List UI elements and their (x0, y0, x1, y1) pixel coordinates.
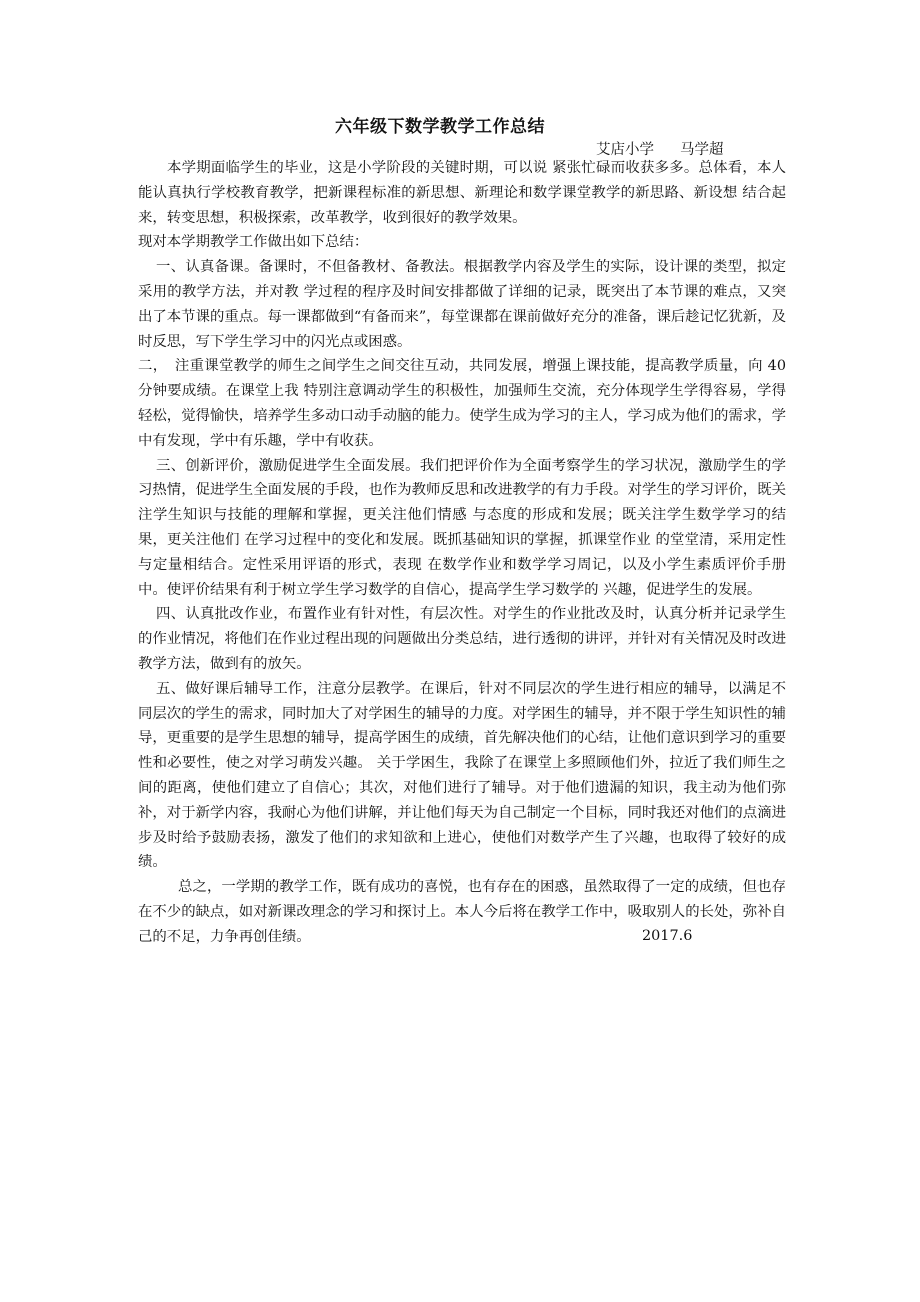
document-date: 2017.6 (642, 928, 693, 944)
intro-paragraph: 本学期面临学生的毕业，这是小学阶段的关键时期，可以说 紧张忙碌而收获多多。总体看，本人能认真执行学校教育教学，把新课程标准的新思想、新理论和数学课堂教学的新思路、新设想 结合起来，转变思想，积极探索，改革教学，收到很好的教学效果。 (138, 160, 786, 226)
section-4-paragraph: 四、认真批改作业，布置作业有针对性，有层次性。对学生的作业批改及时，认真分析并记录学生的作业情况，将他们在作业过程出现的问题做出分类总结，进行透彻的讲评，并针对有关情况及时改进教学方法，做到有的放矢。 (138, 606, 786, 672)
section-3-paragraph: 三、创新评价，激励促进学生全面发展。我们把评价作为全面考察学生的学习状况，激励学生的学习热情，促进学生全面发展的手段，也作为教师反思和改进教学的有力手段。对学生的学习评价，既关注学生知识与技能的理解和掌握，更关注他们情感 与态度的形成和发展；既关注学生数学学习的结果，更关注他们 在学习过程中的变化和发展。既抓基础知识的掌握，抓课堂作业 的堂堂清，采用定性与定量相结合。定性采用评语的形式，表现 在数学作业和数学学习周记，以及小学生素质评价手册中。使评价结果有利于树立学生学习数学的自信心，提高学生学习数学的 兴趣，促进学生的发展。 (138, 457, 786, 598)
conclusion-paragraph: 总之，一学期的教学工作，既有成功的喜悦，也有存在的困惑，虽然取得了一定的成绩，但也存在不少的缺点，如对新课改理念的学习和探讨上。本人今后将在教学工作中，吸取别人的长处，弥补自己的不足，力争再创佳绩。 (138, 879, 786, 945)
section-5-paragraph: 五、做好课后辅导工作，注意分层教学。在课后，针对不同层次的学生进行相应的辅导，以满足不同层次的学生的需求，同时加大了对学困生的辅导的力度。对学困生的辅导，并不限于学生知识性的辅导，更重要的是学生思想的辅导，提高学困生的成绩，首先解决他们的心结，让他们意识到学习的重要性和必要性，使之对学习萌发兴趣。 关于学困生，我除了在课堂上多照顾他们外，拉近了我们师生之间的距离，使他们建立了自信心；其次，对他们进行了辅导。对于他们遗漏的知识，我主动为他们弥补，对于新学内容，我耐心为他们讲解，并让他们每天为自己制定一个目标，同时我还对他们的点滴进步及时给予鼓励表扬，激发了他们的求知欲和上进心，使他们对数学产生了兴趣，也取得了较好的成绩。 (138, 680, 786, 871)
document-body (138, 156, 786, 950)
summary-lead-paragraph: 现对本学期教学工作做出如下总结： (138, 234, 369, 251)
author-school: 艾店小学 (596, 142, 654, 158)
section-1-paragraph: 一、认真备课。备课时，不但备教材、备教法。根据教学内容及学生的实际，设计课的类型，拟定采用的教学方法，并对教 学过程的程序及时间安排都做了详细的记录，既突出了本节课的难点，又突出了本节课的重点。每一课都做到“有备而来”，每堂课都在课前做好充分的准备，课后趁记忆犹新，及时反思，写下学生学习中的闪光点或困惑。 (138, 259, 786, 350)
author-name: 马学超 (680, 142, 724, 158)
document-title: 六年级下数学教学工作总结 (335, 117, 545, 137)
section-2-paragraph: 二， 注重课堂教学的师生之间学生之间交往互动，共同发展，增强上课技能，提高教学质量，向 40 分钟要成绩。在课堂上我 特别注意调动学生的积极性，加强师生交流，充分体现学生学得容易，学得轻松，觉得愉快，培养学生多动口动手动脑的能力。使学生成为学习的主人，学习成为他们的需求，学中有发现，学中有乐趣，学中有收获。 (138, 358, 786, 449)
